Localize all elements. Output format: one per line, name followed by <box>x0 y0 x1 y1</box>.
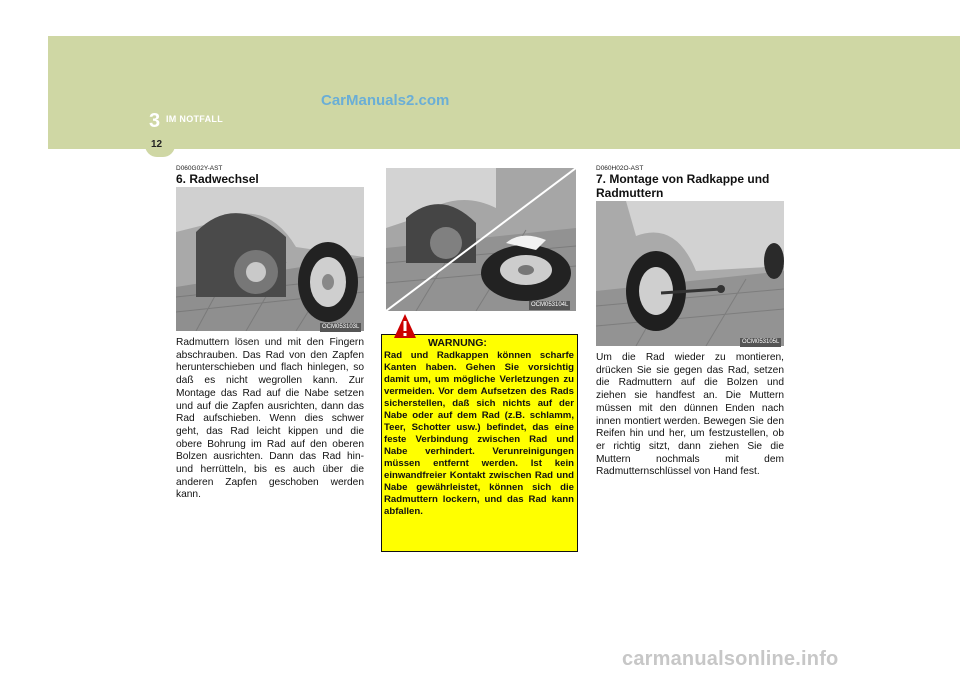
section-heading-right: 7. Montage von Radkappe und Radmuttern <box>596 172 770 200</box>
watermark-top-link[interactable]: CarManuals2.com <box>321 92 450 109</box>
chapter-title: IM NOTFALL <box>166 114 223 124</box>
warning-title: WARNUNG: <box>428 337 487 349</box>
body-text-left: Radmuttern lösen und mit den Fingern abschrauben. Das Rad von den Zapfen herunterschieben und flach hinlegen, so daß es nicht wegrollen kann. Zur Montage das Rad auf die Nabe setzen und auf die Zapfen ausrichten, dann das Rad aufschieben. Wenn dies schwer geht, das Rad leicht kippen und die obere Bohrung im Rad auf den oberen Bolzen ausrichten. Dann das Rad hin- und herrütteln, bis es auch über die anderen Zapfen geschoben werden kann. <box>176 337 364 501</box>
warning-text: Rad und Radkappen können scharfe Kanten haben. Gehen Sie vorsichtig damit um, um mögliche Verletzungen zu vermeiden. Vor dem Aufsetzen des Rads sicherstellen, daß sich nichts auf der Nabe oder auf dem Rad (z.B. schlamm, Teer, Schotter usw.) befindet, das eine feste Verbindung zwischen Rad und Nabe verhindert. Verunreinigungen müssen entfernt werden. Ist kein einwandfreier Kontakt zwischen Rad und Nabe gewährleistet, können sich die Radmuttern lockern, und das Rad kann abfallen. <box>384 350 574 517</box>
warning-icon <box>394 314 416 340</box>
figure-code-middle: OCM053104L <box>531 302 569 308</box>
watermark-bottom-link[interactable]: carmanualsonline.info <box>622 648 839 670</box>
header-band <box>48 36 960 149</box>
body-text-right: Um die Rad wieder zu montieren, drücken Sie sie gegen das Rad, setzen die Radmuttern auf die Bolzen und ziehen sie handfest an. Die Muttern müssen mit den dünnen Enden nach innen montiert werden. Bewegen Sie den Reifen hin und her, um festzustellen, ob er richtig sitzt, dann ziehen Sie die Muttern nochmals mit dem Radmutternschlüssel von Hand fest. <box>596 352 784 478</box>
figure-wheel-cleaning <box>386 168 576 311</box>
section-heading-left: 6. Radwechsel <box>176 172 259 186</box>
figure-code-left: OCM053103L <box>322 324 360 330</box>
figure-wheel-removal <box>176 187 364 331</box>
chapter-number: 3 <box>149 110 161 132</box>
figure-wheel-mounting <box>596 201 784 346</box>
figure-code-right: OCM053105L <box>742 339 780 345</box>
page-number: 12 <box>151 139 163 150</box>
section-code-right: D060H02O-AST <box>596 165 644 172</box>
section-code-left: D060G02Y-AST <box>176 165 223 172</box>
